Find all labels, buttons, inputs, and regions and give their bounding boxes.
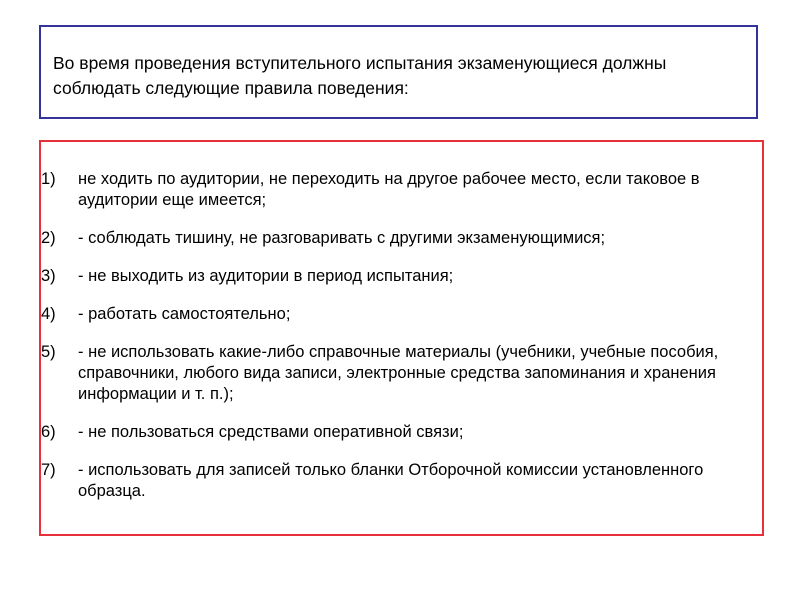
- rule-text: - использовать для записей только бланки Отборочной комиссии установленного образца.: [78, 461, 704, 500]
- rule-text: - соблюдать тишину, не разговаривать с другими экзаменующимися;: [78, 229, 606, 247]
- rule-number: 5): [41, 343, 56, 361]
- header-text: Во время проведения вступительного испытания экзаменующиеся должны соблюдать следующие правила поведения:: [53, 53, 667, 98]
- rule-number: 1): [41, 170, 56, 188]
- header-box: [39, 25, 758, 119]
- rules-box: [39, 140, 764, 536]
- rule-text: - не пользоваться средствами оперативной связи;: [78, 423, 464, 441]
- rule-number: 3): [41, 267, 56, 285]
- rule-item-3: [41, 266, 762, 287]
- rule-number: 4): [41, 305, 56, 323]
- rule-text: - работать самостоятельно;: [78, 305, 291, 323]
- rules-list: [41, 169, 762, 519]
- rule-text: - не выходить из аудитории в период испытания;: [78, 267, 454, 285]
- rule-item-1: [41, 169, 762, 211]
- rule-item-5: [41, 342, 762, 405]
- rule-number: 2): [41, 229, 56, 247]
- rule-item-7: [41, 460, 762, 502]
- rule-number: 6): [41, 423, 56, 441]
- rule-item-6: [41, 422, 762, 443]
- rule-number: 7): [41, 461, 56, 479]
- rule-text: - не использовать какие-либо справочные материалы (учебники, учебные пособия, справочники, любого вида записи, электронные средства запоминания и хранения информации и т. п.);: [78, 343, 719, 403]
- rule-item-4: [41, 304, 762, 325]
- rule-text: не ходить по аудитории, не переходить на другое рабочее место, если таковое в аудитории еще имеется;: [78, 170, 700, 209]
- rule-item-2: [41, 228, 762, 249]
